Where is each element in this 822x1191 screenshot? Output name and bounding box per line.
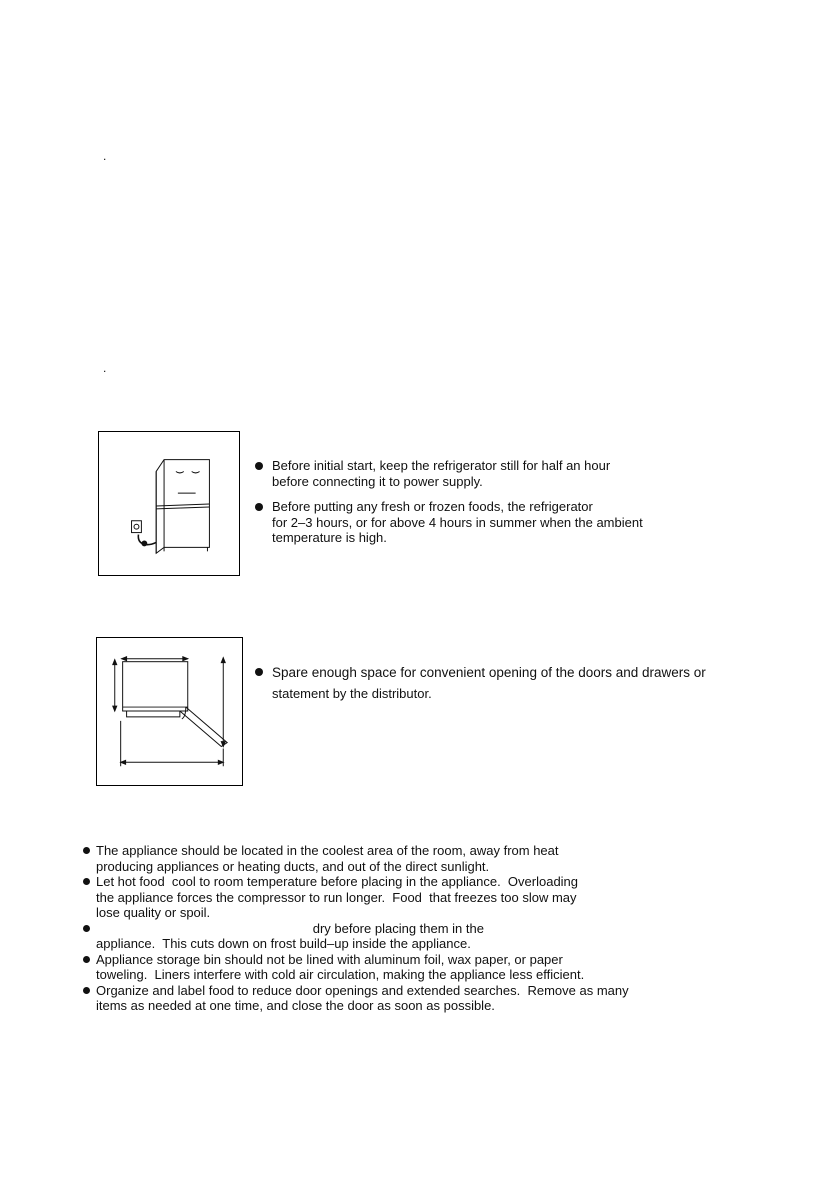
item-text-line: Organize and label food to reduce door openings and extended searches. Remove as many	[96, 982, 629, 998]
item-text-line: temperature is high.	[272, 530, 387, 545]
item-text-line: Before putting any fresh or frozen foods, the refrigerator	[272, 499, 593, 514]
refrigerator-plug-illustration	[99, 432, 239, 575]
clearance-figure	[96, 637, 243, 786]
item-text-line: statement by the distributor.	[272, 686, 432, 701]
refrigerator-plug-figure	[98, 431, 240, 576]
stray-dot-1: .	[103, 149, 107, 163]
bullet-icon	[83, 925, 90, 932]
list-item	[83, 983, 743, 1014]
bullet-icon	[255, 462, 263, 470]
list-item	[255, 499, 735, 546]
list-item	[83, 952, 743, 983]
bullet-icon	[255, 503, 263, 511]
item-text-line: Before initial start, keep the refrigerator still for half an hour	[272, 458, 611, 473]
item-text-line: Appliance storage bin should not be lined with aluminum foil, wax paper, or paper	[96, 951, 563, 967]
bullet-icon	[83, 878, 90, 885]
list-item	[83, 843, 743, 874]
installation-notes-list	[255, 458, 735, 556]
item-text-line: dry before placing them in the	[96, 920, 484, 936]
item-text-line: producing appliances or heating ducts, and out of the direct sunlight.	[96, 858, 490, 874]
stray-dot-2: .	[103, 361, 107, 375]
list-item	[83, 874, 743, 921]
energy-saving-list	[83, 843, 743, 1014]
item-text-line: lose quality or spoil.	[96, 905, 211, 920]
item-text-line: for 2–3 hours, or for above 4 hours in summer when the ambient	[272, 514, 643, 530]
list-item	[255, 458, 735, 489]
item-text-line: Let hot food cool to room temperature before placing in the appliance. Overloading	[96, 874, 579, 889]
item-text-line: The appliance should be located in the coolest area of the room, away from heat	[96, 843, 559, 858]
item-text-line: items as needed at one time, and close the door as soon as possible.	[96, 998, 495, 1013]
bullet-icon	[255, 668, 263, 676]
clearance-notes-list	[255, 662, 755, 704]
item-text-line: appliance. This cuts down on frost build–up inside the appliance.	[96, 936, 471, 951]
item-text-line: toweling. Liners interfere with cold air circulation, making the appliance less efficient.	[96, 967, 585, 982]
item-text-line: the appliance forces the compressor to run longer. Food that freezes too slow may	[96, 889, 577, 905]
item-text-line: before connecting it to power supply.	[272, 473, 483, 489]
item-text-line: Spare enough space for convenient opening of the doors and drawers or	[272, 665, 706, 680]
list-item	[255, 662, 755, 704]
clearance-illustration	[97, 638, 242, 785]
bullet-icon	[83, 987, 90, 994]
list-item	[83, 921, 743, 952]
bullet-icon	[83, 956, 90, 963]
bullet-icon	[83, 847, 90, 854]
